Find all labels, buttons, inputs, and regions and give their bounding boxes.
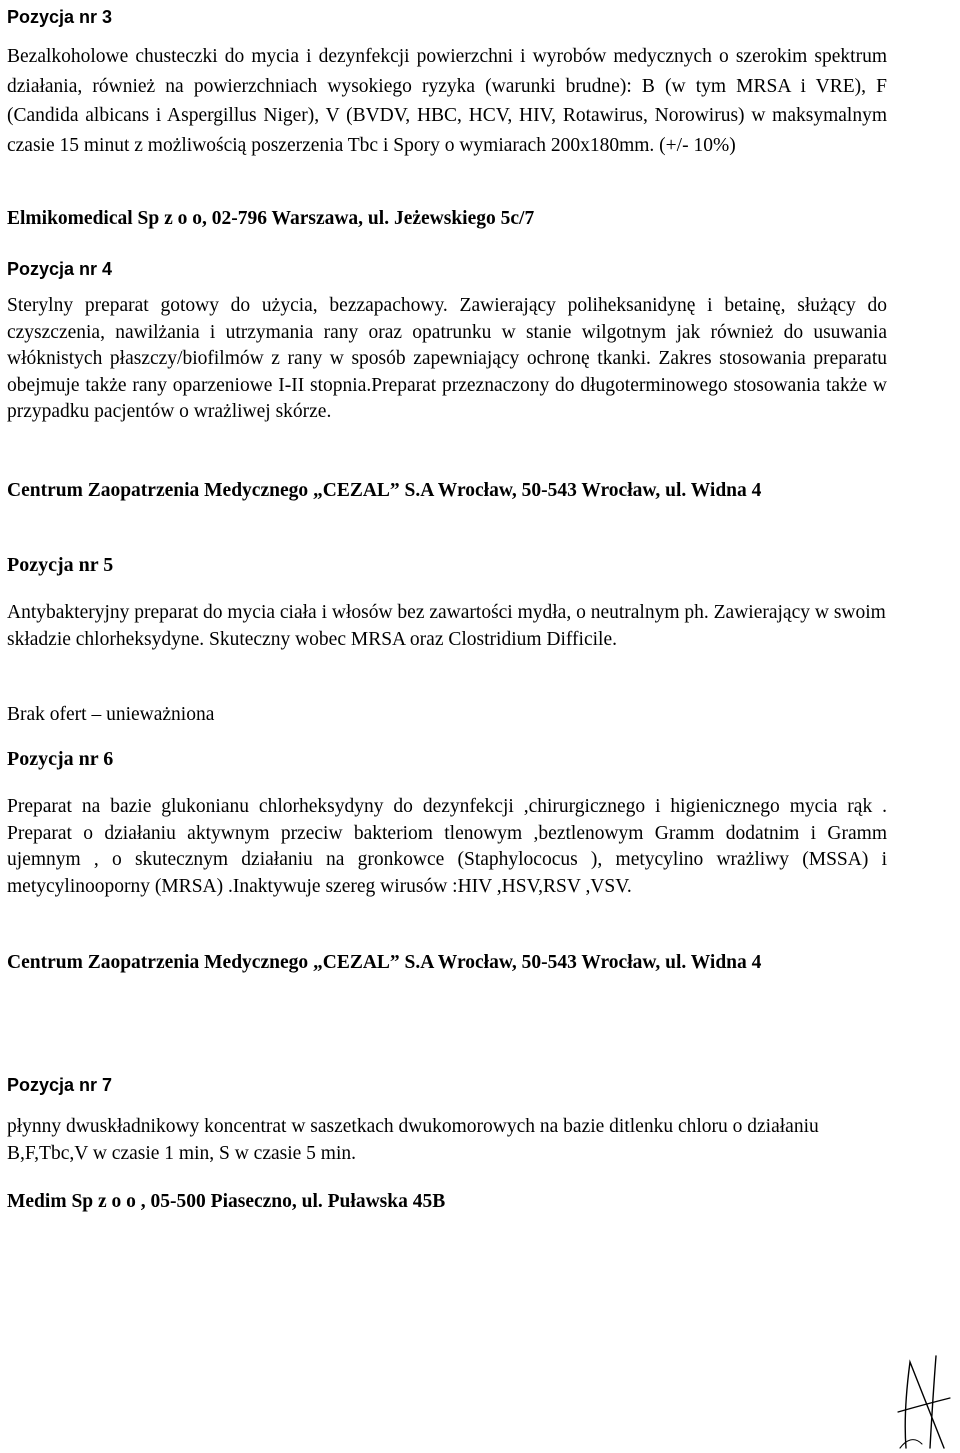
- section-6-supplier: Centrum Zaopatrzenia Medycznego „CEZAL” S.A Wrocław, 50-543 Wrocław, ul. Widna 4: [7, 952, 762, 973]
- section-5-heading: Pozycja nr 5: [7, 554, 114, 576]
- signature-mark: [892, 1352, 956, 1452]
- section-7-supplier: Medim Sp z o o , 05-500 Piaseczno, ul. Puławska 45B: [7, 1191, 446, 1212]
- section-3-description: Bezalkoholowe chusteczki do mycia i dezynfekcji powierzchni i wyrobów medycznych o szerokim spektrum działania, również na powierzchniach wysokiego ryzyka (warunki brudne): B (w tym MRSA i VRE), F (Candida albicans i Aspergillus Niger), V (BVDV, HBC, HCV, HIV, Rotawirus, Norowirus) w maksymalnym czasie 15 minut z możliwością poszerzenia Tbc i Spory o wymiarach 200x180mm. (+/- 10%): [7, 46, 887, 156]
- section-6-description: Preparat na bazie glukonianu chlorheksydyny do dezynfekcji ,chirurgicznego i higienicznego mycia rąk . Preparat o działaniu aktywnym przeciw bakteriom tlenowym ,beztlenowym Gramm dodatnim i Gramm ujemnym , o skutecznym działaniu na gronkowce (Staphylococus ), metycylino wrażliwy (MSSA) i metycylinooporny (MRSA) .Inaktywuje szereg wirusów :HIV ,HSV,RSV ,VSV.: [7, 796, 887, 897]
- section-7-description: płynny dwuskładnikowy koncentrat w saszetkach dwukomorowych na bazie ditlenku chloru o działaniu B,F,Tbc,V w czasie 1 min, S w czasie 5 min.: [7, 1116, 819, 1164]
- section-3-heading: Pozycja nr 3: [7, 7, 113, 27]
- section-4-supplier: Centrum Zaopatrzenia Medycznego „CEZAL” S.A Wrocław, 50-543 Wrocław, ul. Widna 4: [7, 480, 762, 501]
- section-3-supplier: Elmikomedical Sp z o o, 02-796 Warszawa, ul. Jeżewskiego 5c/7: [7, 208, 535, 229]
- section-6-heading: Pozycja nr 6: [7, 748, 114, 770]
- section-4-description: Sterylny preparat gotowy do użycia, bezzapachowy. Zawierający poliheksanidynę i betainę, służący do czyszczenia, nawilżania i utrzymania rany oraz opatrunku w stanie wilgotnym jak również do usuwania włóknistych płaszczy/biofilmów z rany w sposób zapewniający ochronę tkanki. Zakres stosowania preparatu obejmuje także rany oparzeniowe I-II stopnia.Preparat przeznaczony do długoterminowego stosowania także w przypadku pacjentów o wrażliwej skórze.: [7, 295, 887, 422]
- section-7-heading: Pozycja nr 7: [7, 1075, 113, 1095]
- section-5-description: Antybakteryjny preparat do mycia ciała i włosów bez zawartości mydła, o neutralnym ph. Zawierający w swoim składzie chlorheksydyne. Skuteczny wobec MRSA oraz Clostridium Difficile.: [7, 602, 886, 650]
- section-4-heading: Pozycja nr 4: [7, 259, 113, 279]
- section-5-status: Brak ofert – unieważniona: [7, 704, 215, 725]
